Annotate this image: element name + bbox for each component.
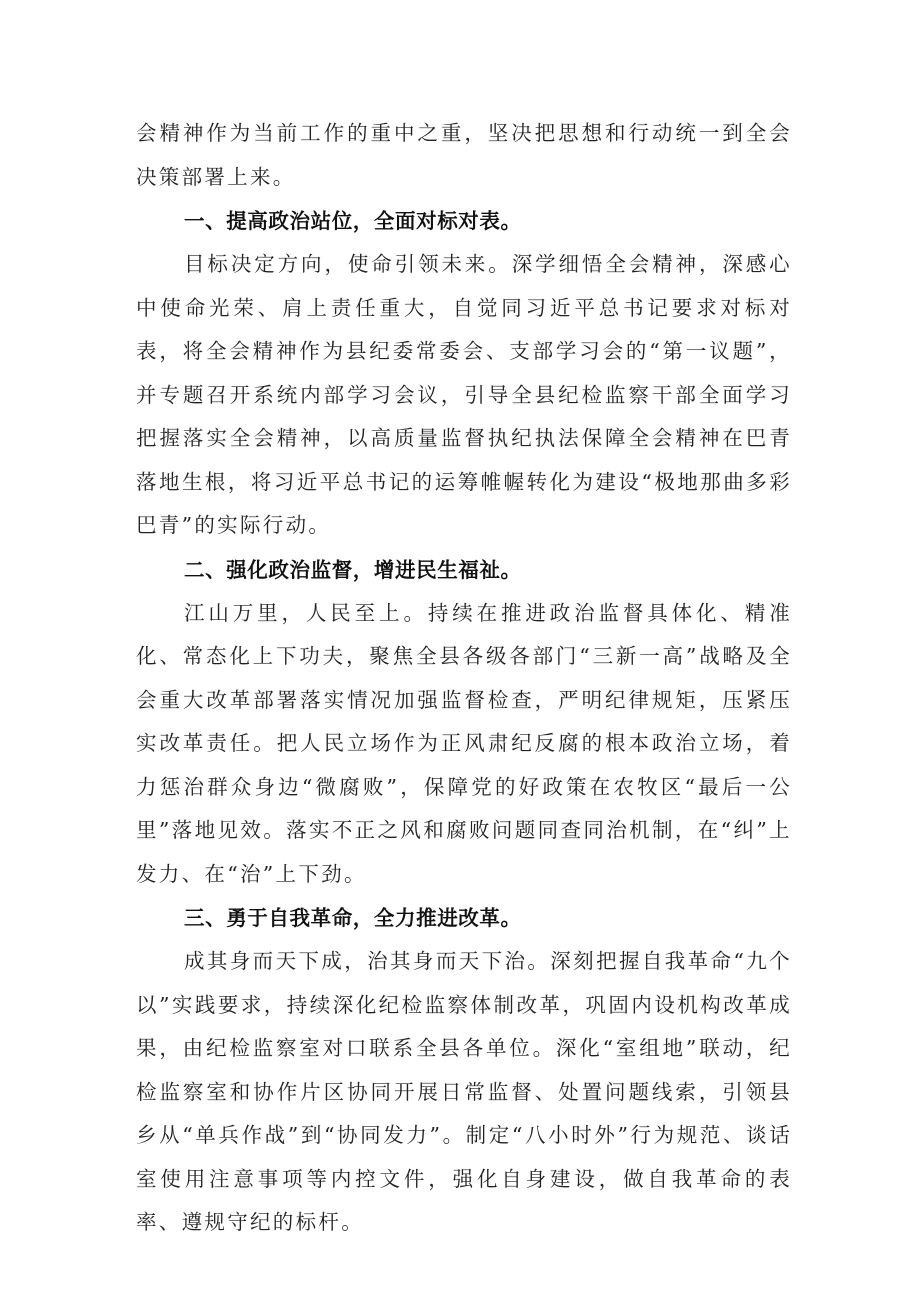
document-body	[136, 112, 792, 1245]
intro-paragraph: 会精神作为当前工作的重中之重，坚决把思想和行动统一到全会决策部署上来。	[136, 121, 792, 189]
section-1-heading: 一、提高政治站位，全面对标对表。	[184, 209, 522, 233]
section-1-paragraph: 目标决定方向，使命引领未来。深学细悟全会精神，深感心中使命光荣、肩上责任重大，自觉同习近平总书记要求对标对表，将全会精神作为县纪委常委会、支部学习会的“第一议题”，并专题召开系统内部学习会议，引导全县纪检监察干部全面学习把握落实全会精神，以高质量监督执纪执法保障全会精神在巴青落地生根，将习近平总书记的运筹帷幄转化为建设“极地那曲多彩巴青”的实际行动。	[136, 252, 792, 537]
section-2-heading: 二、强化政治监督，增进民生福祉。	[184, 557, 522, 582]
section-3-heading: 三、勇于自我革命，全力推进改革。	[184, 906, 522, 930]
section-3-paragraph: 成其身而天下成，治其身而天下治。深刻把握自我革命“九个以”实践要求，持续深化纪检监察体制改革，巩固内设机构改革成果，由纪检监察室对口联系全县各单位。深化“室组地”联动，纪检监察室和协作片区协同开展日常监督、处置问题线索，引领县乡从“单兵作战”到“协同发力”。制定“八小时外”行为规范、谈话室使用注意事项等内控文件，强化自身建设，做自我革命的表率、遵规守纪的标杆。	[136, 949, 792, 1234]
section-2-paragraph: 江山万里，人民至上。持续在推进政治监督具体化、精准化、常态化上下功夫，聚焦全县各级各部门“三新一高”战略及全会重大改革部署落实情况加强监督检查，严明纪律规矩，压紧压实改革责任。把人民立场作为正风肃纪反腐的根本政治立场，着力惩治群众身边“微腐败”，保障党的好政策在农牧区“最后一公里”落地见效。落实不正之风和腐败问题同查同治机制，在“纠”上发力、在“治”上下劲。	[136, 600, 792, 886]
